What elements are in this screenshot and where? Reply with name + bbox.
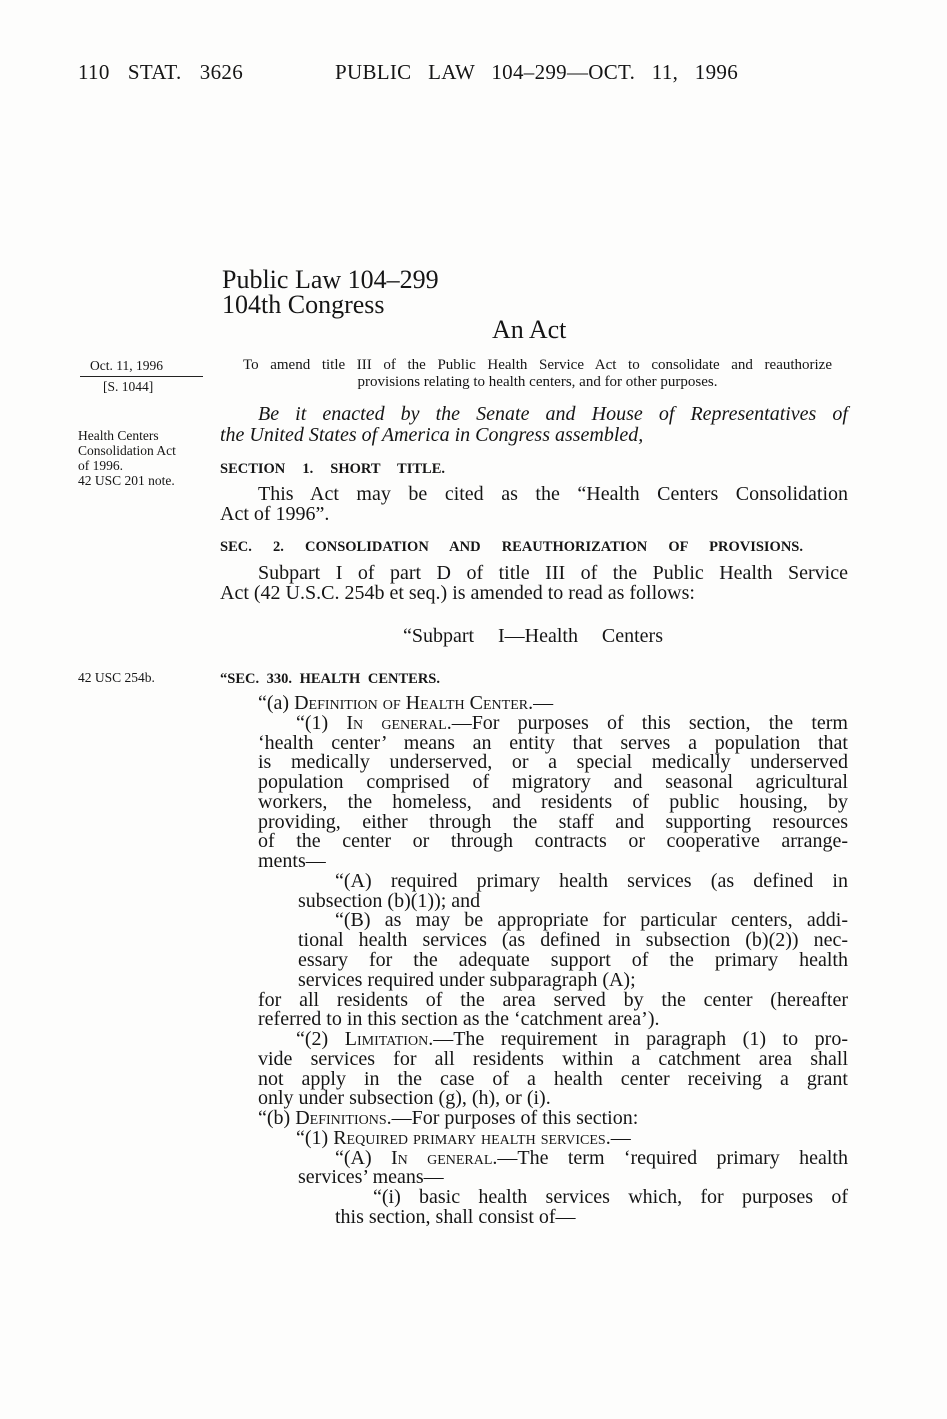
margin-usc-text: 42 USC 254b. xyxy=(78,670,155,685)
text-line-content: Act (42 U.S.C. 254b et seq.) is amended to read as follows: xyxy=(220,582,695,604)
text-line-content: this section, shall consist of— xyxy=(335,1206,576,1228)
text-line-content: subsection (b)(1)); and xyxy=(298,890,481,912)
margin-note-line xyxy=(78,444,176,458)
text-line xyxy=(335,871,848,891)
small-caps-heading: Required primary health services xyxy=(333,1127,606,1149)
text-line xyxy=(258,733,848,753)
text-line-content: “(B) as may be appropriate for particular centers, addi- xyxy=(335,909,848,931)
text-line xyxy=(258,990,848,1010)
congress-title-text: 104th Congress xyxy=(222,290,385,319)
margin-date xyxy=(90,359,163,373)
text-line-content xyxy=(296,712,848,734)
margin-note-text: Consolidation Act xyxy=(78,443,176,458)
enacting-clause-text: Be it enacted by the Senate and House of Representatives of xyxy=(258,403,848,425)
section-heading-text: SEC. 2. CONSOLIDATION AND REAUTHORIZATION OF PROVISIONS. xyxy=(220,539,803,555)
text-line xyxy=(335,1207,576,1227)
heading-tail: .—The requirement in paragraph (1) to pro- xyxy=(428,1028,848,1050)
text-line-content: services’ means— xyxy=(298,1166,444,1188)
text-line xyxy=(258,851,326,871)
text-line xyxy=(220,583,695,603)
enacting-clause-line xyxy=(258,404,848,424)
subparagraph-heading-line xyxy=(335,1148,848,1168)
public-law-title-text: Public Law 104–299 xyxy=(222,265,439,294)
paragraph-heading-line xyxy=(296,1128,631,1148)
text-line-content xyxy=(296,1127,631,1149)
text-line-content: referred to in this section as the ‘catchment area’). xyxy=(258,1008,660,1030)
text-line xyxy=(258,1069,848,1089)
text-line-content: workers, the homeless, and residents of public housing, by xyxy=(258,791,848,813)
text-line xyxy=(258,792,848,812)
text-line xyxy=(335,910,848,930)
enum-text: “(1) xyxy=(296,1127,334,1149)
page-stat-number xyxy=(78,62,243,83)
heading-tail: .—For purposes of this section: xyxy=(386,1107,639,1129)
text-line-content: Subpart I of part D of title III of the Public Health Service xyxy=(258,562,848,584)
text-line-content: is medically underserved, or a special medically underserved xyxy=(258,751,848,773)
text-line-content xyxy=(296,1028,848,1050)
margin-bill-text: [S. 1044] xyxy=(103,379,154,394)
text-line xyxy=(258,563,848,583)
heading-tail: .— xyxy=(605,1127,631,1149)
page-stat-text: 110 STAT. 3626 xyxy=(78,60,243,84)
text-line-content xyxy=(258,1107,638,1129)
enum-text: “(2) xyxy=(296,1028,345,1050)
text-line xyxy=(258,772,848,792)
text-line xyxy=(258,1049,848,1069)
purpose-line xyxy=(243,357,832,373)
margin-bill-number xyxy=(103,380,153,394)
text-line-content: ments— xyxy=(258,850,326,872)
subpart-heading xyxy=(403,626,663,646)
margin-note-line xyxy=(78,459,123,473)
text-line xyxy=(258,831,848,851)
enum-text: “(A) xyxy=(335,1147,391,1169)
enum-text: “(a) xyxy=(258,692,295,714)
text-line-content: ‘health center’ means an entity that serves a population that xyxy=(258,732,848,754)
text-line xyxy=(258,1088,551,1108)
text-line xyxy=(298,1167,444,1187)
text-line-content: Act of 1996”. xyxy=(220,503,330,525)
purpose-line xyxy=(243,374,832,390)
heading-tail: .— xyxy=(528,692,554,714)
text-line-content: population comprised of migratory and seasonal agricultural xyxy=(258,771,848,793)
heading-tail: .—For purposes of this section, the term xyxy=(446,712,848,734)
enacting-clause-line xyxy=(220,425,643,445)
text-line-content: essary for the adequate support of the primary health xyxy=(298,949,848,971)
paragraph-heading-line xyxy=(296,1029,848,1049)
subsection-heading-line xyxy=(258,1108,638,1128)
text-line-content: services required under subparagraph (A); xyxy=(298,969,636,991)
text-line-content xyxy=(258,692,553,714)
text-line xyxy=(258,1009,659,1029)
an-act-title-text: An Act xyxy=(492,315,567,344)
small-caps-heading: Limitation xyxy=(344,1028,429,1050)
small-caps-heading: In general xyxy=(346,712,447,734)
text-line xyxy=(258,484,848,504)
heading-tail: .—The term ‘required primary health xyxy=(492,1147,848,1169)
margin-note-text: 42 USC 201 note. xyxy=(78,473,175,488)
section-heading xyxy=(220,672,440,687)
margin-date-text: Oct. 11, 1996 xyxy=(90,358,163,373)
small-caps-heading: In general xyxy=(390,1147,493,1169)
small-caps-heading: Definition of Health Center xyxy=(294,692,529,714)
margin-note-line xyxy=(78,429,159,443)
margin-note-text: Health Centers xyxy=(78,428,159,443)
purpose-text: To amend title III of the Public Health Service Act to consolidate and reauthorize xyxy=(243,357,832,373)
text-line xyxy=(220,504,329,524)
running-head-text: PUBLIC LAW 104–299—OCT. 11, 1996 xyxy=(335,60,738,84)
section-heading-text: “SEC. 330. HEALTH CENTERS. xyxy=(220,671,440,687)
margin-usc-citation xyxy=(78,671,155,685)
an-act-title xyxy=(492,317,566,343)
text-line-content: of the center or through contracts or cooperative arrange- xyxy=(258,830,848,852)
text-line-content: not apply in the case of a health center receiving a grant xyxy=(258,1068,848,1090)
small-caps-heading: Definitions xyxy=(295,1107,387,1129)
text-line-content: vide services for all residents within a catchment area shall xyxy=(258,1048,848,1070)
congress-title xyxy=(222,292,385,318)
text-line xyxy=(298,950,848,970)
text-line-content: only under subsection (g), (h), or (i). xyxy=(258,1087,551,1109)
purpose-text: provisions relating to health centers, and for other purposes. xyxy=(357,374,718,390)
section-heading-text: SECTION 1. SHORT TITLE. xyxy=(220,461,445,477)
subsection-heading-line xyxy=(258,693,553,713)
text-line-content: This Act may be cited as the “Health Centers Consolidation xyxy=(258,483,848,505)
enum-text: “(b) xyxy=(258,1107,296,1129)
text-line-content: providing, either through the staff and supporting resources xyxy=(258,811,848,833)
text-line xyxy=(298,930,848,950)
text-line xyxy=(298,891,480,911)
text-line xyxy=(298,970,636,990)
text-line xyxy=(373,1187,848,1207)
running-head xyxy=(335,62,738,83)
text-line xyxy=(258,812,848,832)
section-heading xyxy=(220,462,445,477)
text-line-content: “(i) basic health services which, for purposes of xyxy=(373,1186,848,1208)
paragraph-heading-line xyxy=(296,713,848,733)
enum-text: “(1) xyxy=(296,712,347,734)
subpart-heading-text: “Subpart I—Health Centers xyxy=(403,625,663,647)
text-line-content: tional health services (as defined in subsection (b)(2)) nec- xyxy=(298,929,848,951)
section-heading xyxy=(220,540,803,555)
text-line-content: “(A) required primary health services (as defined in xyxy=(335,870,848,892)
margin-note-text: of 1996. xyxy=(78,458,123,473)
enacting-clause-text: the United States of America in Congress assembled, xyxy=(220,424,644,446)
text-line xyxy=(258,752,848,772)
margin-note-line xyxy=(78,474,175,488)
margin-rule xyxy=(80,376,203,377)
text-line-content: for all residents of the area served by the center (hereafter xyxy=(258,989,848,1011)
